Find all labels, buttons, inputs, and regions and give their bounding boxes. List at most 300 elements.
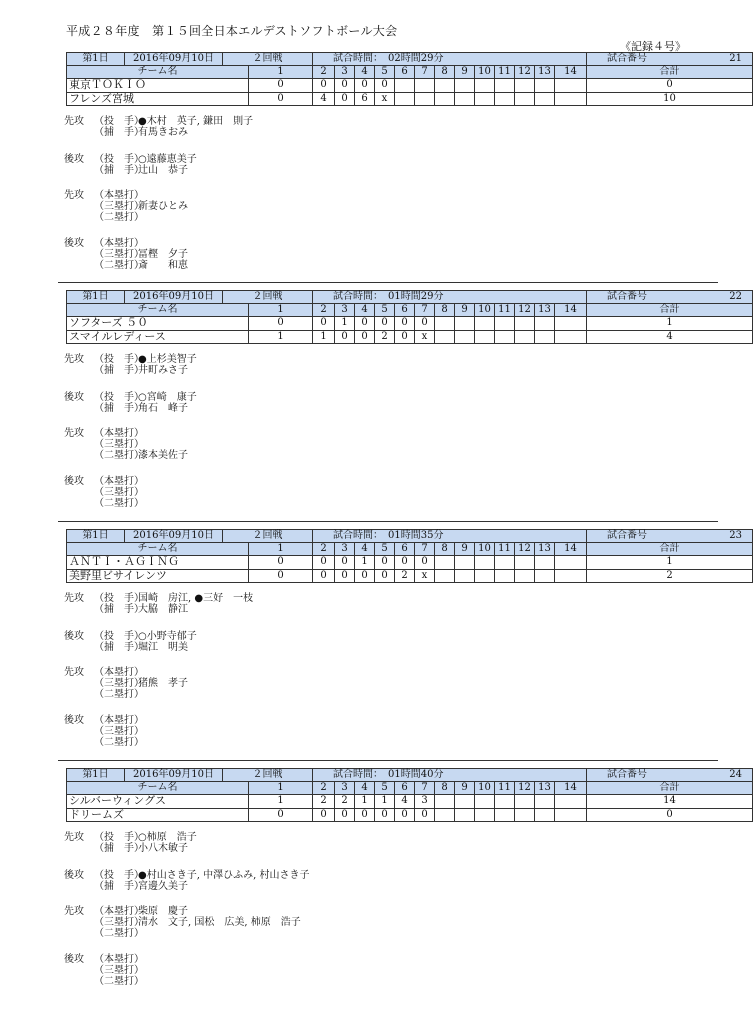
game-number: 24 — [729, 769, 743, 780]
inning-score — [515, 79, 535, 93]
position-label: （二塁打） — [94, 737, 144, 748]
batting-order-label — [64, 726, 94, 737]
batting-order-label: 先攻 — [64, 116, 84, 127]
inning-score: 0 — [249, 808, 313, 822]
inning-score — [495, 79, 515, 93]
game-number: 23 — [729, 530, 743, 541]
inning-score — [555, 808, 587, 822]
inning-score — [415, 92, 435, 106]
player-names: 辻山 恭子 — [138, 165, 188, 176]
inning-score — [555, 795, 587, 809]
position-label: （三塁打） — [94, 439, 144, 450]
inning-header: 4 — [355, 782, 375, 795]
player-section — [64, 238, 188, 271]
player-section — [64, 906, 301, 939]
inning-score: 6 — [355, 92, 375, 106]
inning-score — [435, 92, 455, 106]
inning-header: 12 — [515, 304, 535, 317]
separator-line — [58, 521, 718, 522]
player-section — [64, 190, 188, 223]
inning-score — [555, 92, 587, 106]
inning-score — [515, 317, 535, 331]
game-date: 2016年09月10日 — [125, 291, 223, 304]
inning-header: 8 — [435, 66, 455, 79]
inning-header: 8 — [435, 304, 455, 317]
team-header: チーム名 — [67, 782, 249, 795]
inning-score: 0 — [395, 317, 415, 331]
inning-score — [435, 569, 455, 583]
inning-header: 13 — [535, 543, 555, 556]
inning-score: 0 — [335, 92, 355, 106]
total-header: 合計 — [587, 782, 753, 795]
team-name: ソフターズ ５０ — [67, 317, 249, 331]
player-names: 小八木敏子 — [138, 843, 188, 854]
inning-score: 0 — [395, 808, 415, 822]
score-table — [66, 290, 753, 344]
inning-header: 13 — [535, 304, 555, 317]
player-names: ●村山さき子, 中澤ひふみ, 村山さき子 — [138, 870, 310, 881]
team-name: スマイルレディース — [67, 330, 249, 344]
inning-score — [535, 79, 555, 93]
batting-order-label — [64, 678, 94, 689]
inning-score — [435, 556, 455, 570]
inning-score: x — [415, 330, 435, 344]
game-time: 02時間29分 — [388, 53, 444, 64]
inning-score — [495, 808, 515, 822]
batting-order-label: 後攻 — [64, 392, 84, 403]
player-section — [64, 832, 197, 854]
position-label: （捕 手） — [94, 165, 144, 176]
total-score: 10 — [587, 92, 753, 106]
inning-header: 8 — [435, 782, 455, 795]
inning-score: 0 — [415, 317, 435, 331]
position-label: （三塁打） — [94, 487, 144, 498]
inning-header: 4 — [355, 543, 375, 556]
game-day: 第1日 — [67, 53, 125, 66]
inning-score — [475, 92, 495, 106]
player-names: 宮邊久美子 — [138, 881, 188, 892]
inning-score — [515, 795, 535, 809]
batting-order-label: 先攻 — [64, 190, 84, 201]
inning-header: 9 — [455, 543, 475, 556]
game-number: 22 — [729, 291, 743, 302]
batting-order-label: 後攻 — [64, 476, 84, 487]
inning-score — [535, 808, 555, 822]
inning-score: 0 — [375, 317, 395, 331]
inning-score: 0 — [313, 569, 335, 583]
inning-header: 5 — [375, 543, 395, 556]
inning-score — [455, 317, 475, 331]
inning-score: 0 — [335, 556, 355, 570]
player-section — [64, 428, 188, 461]
score-table — [66, 52, 753, 106]
position-label: （捕 手） — [94, 642, 144, 653]
inning-score — [435, 808, 455, 822]
player-section — [64, 154, 197, 176]
inning-score: 0 — [313, 79, 335, 93]
position-label: （捕 手） — [94, 127, 144, 138]
inning-score — [455, 808, 475, 822]
game-date: 2016年09月10日 — [125, 530, 223, 543]
inning-score — [435, 317, 455, 331]
inning-header: 10 — [475, 543, 495, 556]
position-label: （投 手） — [94, 116, 144, 127]
position-label: （捕 手） — [94, 365, 144, 376]
inning-score — [475, 795, 495, 809]
inning-score: x — [375, 92, 395, 106]
position-label: （二塁打） — [94, 928, 144, 939]
inning-header: 11 — [495, 66, 515, 79]
separator-line — [58, 760, 718, 761]
batting-order-label — [64, 965, 94, 976]
inning-score — [395, 92, 415, 106]
table-row — [67, 317, 753, 331]
inning-score: 1 — [249, 330, 313, 344]
player-section — [64, 116, 253, 138]
inning-header: 14 — [555, 782, 587, 795]
inning-score — [515, 92, 535, 106]
inning-header: 5 — [375, 782, 395, 795]
inning-score: 0 — [375, 569, 395, 583]
batting-order-label — [64, 365, 94, 376]
inning-score: 2 — [313, 795, 335, 809]
inning-score: 2 — [335, 795, 355, 809]
inning-score — [515, 556, 535, 570]
player-names: 漆本美佐子 — [138, 450, 188, 461]
inning-score — [475, 569, 495, 583]
table-row — [67, 569, 753, 583]
player-names: ○遠藤恵美子 — [138, 154, 197, 165]
inning-score: 1 — [313, 330, 335, 344]
batting-order-label: 先攻 — [64, 906, 84, 917]
time-label: 試合時間： — [333, 530, 378, 541]
inning-header: 1 — [249, 543, 313, 556]
inning-score — [535, 330, 555, 344]
inning-score: x — [415, 569, 435, 583]
position-label: （三塁打） — [94, 201, 144, 212]
batting-order-label: 先攻 — [64, 667, 84, 678]
batting-order-label: 先攻 — [64, 593, 84, 604]
batting-order-label — [64, 450, 94, 461]
batting-order-label — [64, 642, 94, 653]
game-number: 21 — [729, 53, 743, 64]
inning-score: 0 — [249, 79, 313, 93]
inning-header: 3 — [335, 543, 355, 556]
position-label: （三塁打） — [94, 965, 144, 976]
position-label: （三塁打） — [94, 917, 144, 928]
inning-header: 2 — [313, 304, 335, 317]
inning-score — [555, 330, 587, 344]
team-name: 美野里ビサイレンツ — [67, 569, 249, 583]
inning-score — [515, 330, 535, 344]
player-names: ●木村 英子, 鎌田 則子 — [138, 116, 254, 127]
batting-order-label — [64, 439, 94, 450]
inning-score — [415, 79, 435, 93]
table-row — [67, 808, 753, 822]
position-label: （三塁打） — [94, 726, 144, 737]
game-time: 01時間35分 — [388, 530, 444, 541]
player-names: ○柿原 浩子 — [138, 832, 197, 843]
team-name: フレンズ宮城 — [67, 92, 249, 106]
inning-score: 0 — [355, 317, 375, 331]
inning-score — [475, 808, 495, 822]
inning-score — [535, 795, 555, 809]
total-header: 合計 — [587, 543, 753, 556]
inning-header: 9 — [455, 304, 475, 317]
inning-score — [495, 317, 515, 331]
inning-score: 0 — [355, 330, 375, 344]
position-label: （投 手） — [94, 631, 144, 642]
inning-score: 0 — [249, 569, 313, 583]
inning-score — [475, 556, 495, 570]
player-section — [64, 631, 197, 653]
inning-score — [495, 795, 515, 809]
player-section — [64, 392, 197, 414]
inning-header: 14 — [555, 543, 587, 556]
inning-score: 2 — [375, 330, 395, 344]
position-label: （本塁打） — [94, 190, 144, 201]
game-round: ２回戦 — [223, 53, 313, 66]
batting-order-label — [64, 928, 94, 939]
inning-header: 9 — [455, 66, 475, 79]
batting-order-label — [64, 843, 94, 854]
team-name: 東京ＴＯＫＩＯ — [67, 79, 249, 93]
position-label: （二塁打） — [94, 976, 144, 987]
inning-header: 6 — [395, 782, 415, 795]
player-section — [64, 954, 144, 987]
inning-header: 11 — [495, 543, 515, 556]
batting-order-label — [64, 165, 94, 176]
inning-header: 3 — [335, 304, 355, 317]
inning-score: 0 — [415, 556, 435, 570]
position-label: （二塁打） — [94, 212, 144, 223]
total-score: 4 — [587, 330, 753, 344]
batting-order-label — [64, 212, 94, 223]
table-row — [67, 92, 753, 106]
player-section — [64, 354, 197, 376]
inning-score: 2 — [395, 569, 415, 583]
game-day: 第1日 — [67, 530, 125, 543]
total-header: 合計 — [587, 304, 753, 317]
player-section — [64, 593, 253, 615]
player-section — [64, 870, 309, 892]
game-date: 2016年09月10日 — [125, 769, 223, 782]
game-round: ２回戦 — [223, 530, 313, 543]
inning-score: 0 — [313, 556, 335, 570]
batting-order-label — [64, 127, 94, 138]
inning-header: 1 — [249, 66, 313, 79]
inning-header: 2 — [313, 66, 335, 79]
batting-order-label: 後攻 — [64, 238, 84, 249]
inning-score — [495, 556, 515, 570]
inning-score: 0 — [313, 317, 335, 331]
inning-score — [515, 808, 535, 822]
position-label: （捕 手） — [94, 881, 144, 892]
player-names: 新妻ひとみ — [138, 201, 188, 212]
team-header: チーム名 — [67, 543, 249, 556]
inning-score — [515, 569, 535, 583]
player-names: ●上杉美智子 — [138, 354, 197, 365]
inning-score — [455, 795, 475, 809]
inning-score — [475, 330, 495, 344]
batting-order-label — [64, 917, 94, 928]
inning-score — [395, 79, 415, 93]
position-label: （本塁打） — [94, 715, 144, 726]
position-label: （三塁打） — [94, 249, 144, 260]
team-name: ドリームズ — [67, 808, 249, 822]
inning-header: 7 — [415, 304, 435, 317]
inning-score — [535, 92, 555, 106]
player-section — [64, 715, 144, 748]
batting-order-label — [64, 498, 94, 509]
position-label: （投 手） — [94, 392, 144, 403]
table-row — [67, 795, 753, 809]
inning-score: 0 — [415, 808, 435, 822]
inning-score: 0 — [355, 79, 375, 93]
player-names: 国崎 房江, ●三好 一枝 — [138, 593, 254, 604]
player-names: 角石 峰子 — [138, 403, 188, 414]
team-name: シルバーウィングス — [67, 795, 249, 809]
player-names: 井町みさ子 — [138, 365, 188, 376]
inning-score: 4 — [313, 92, 335, 106]
batting-order-label — [64, 689, 94, 700]
inning-header: 7 — [415, 782, 435, 795]
inning-header: 13 — [535, 66, 555, 79]
batting-order-label: 後攻 — [64, 954, 84, 965]
player-names: 猪熊 孝子 — [138, 678, 188, 689]
score-table — [66, 529, 753, 583]
inning-score — [555, 79, 587, 93]
batting-order-label — [64, 737, 94, 748]
inning-score — [535, 556, 555, 570]
player-names: 有馬きおみ — [138, 127, 188, 138]
position-label: （三塁打） — [94, 678, 144, 689]
batting-order-label: 先攻 — [64, 832, 84, 843]
position-label: （捕 手） — [94, 843, 144, 854]
batting-order-label: 後攻 — [64, 631, 84, 642]
inning-header: 2 — [313, 782, 335, 795]
score-table — [66, 768, 753, 822]
inning-header: 10 — [475, 304, 495, 317]
player-section — [64, 476, 144, 509]
inning-header: 11 — [495, 782, 515, 795]
inning-header: 1 — [249, 782, 313, 795]
inning-header: 5 — [375, 304, 395, 317]
player-names: 斎 和恵 — [138, 260, 188, 271]
inning-score — [475, 79, 495, 93]
batting-order-label: 後攻 — [64, 715, 84, 726]
inning-score: 0 — [335, 330, 355, 344]
team-header: チーム名 — [67, 66, 249, 79]
inning-score: 3 — [415, 795, 435, 809]
inning-header: 9 — [455, 782, 475, 795]
player-names: 大脇 静江 — [138, 604, 188, 615]
inning-header: 3 — [335, 782, 355, 795]
inning-header: 8 — [435, 543, 455, 556]
inning-header: 14 — [555, 304, 587, 317]
total-score: 1 — [587, 317, 753, 331]
inning-score: 1 — [249, 795, 313, 809]
inning-score — [455, 556, 475, 570]
position-label: （二塁打） — [94, 498, 144, 509]
batting-order-label: 後攻 — [64, 870, 84, 881]
total-score: 1 — [587, 556, 753, 570]
inning-score — [495, 569, 515, 583]
inning-score: 0 — [313, 808, 335, 822]
inning-score — [435, 795, 455, 809]
total-header: 合計 — [587, 66, 753, 79]
position-label: （投 手） — [94, 354, 144, 365]
position-label: （投 手） — [94, 832, 144, 843]
batting-order-label — [64, 976, 94, 987]
inning-score: 1 — [335, 317, 355, 331]
table-row — [67, 330, 753, 344]
inning-score — [455, 79, 475, 93]
inning-score: 0 — [375, 79, 395, 93]
batting-order-label — [64, 881, 94, 892]
separator-line — [58, 282, 718, 283]
inning-header: 10 — [475, 782, 495, 795]
player-names: 柴原 慶子 — [138, 906, 188, 917]
inning-score — [495, 92, 515, 106]
inning-header: 11 — [495, 304, 515, 317]
inning-header: 2 — [313, 543, 335, 556]
position-label: （本塁打） — [94, 906, 144, 917]
inning-header: 10 — [475, 66, 495, 79]
game-time: 01時間40分 — [388, 769, 444, 780]
game-day: 第1日 — [67, 291, 125, 304]
inning-header: 13 — [535, 782, 555, 795]
team-name: ＡＮＴＩ・ＡＧＩＮＧ — [67, 556, 249, 570]
inning-score — [535, 569, 555, 583]
time-label: 試合時間： — [333, 769, 378, 780]
inning-score: 0 — [355, 569, 375, 583]
position-label: （捕 手） — [94, 403, 144, 414]
inning-header: 4 — [355, 304, 375, 317]
total-score: 14 — [587, 795, 753, 809]
inning-header: 3 — [335, 66, 355, 79]
inning-score: 0 — [335, 808, 355, 822]
inning-score — [495, 330, 515, 344]
inning-score — [435, 330, 455, 344]
inning-header: 7 — [415, 543, 435, 556]
player-names: ○小野寺郁子 — [138, 631, 197, 642]
inning-header: 14 — [555, 66, 587, 79]
batting-order-label — [64, 604, 94, 615]
inning-score: 0 — [335, 569, 355, 583]
game-day: 第1日 — [67, 769, 125, 782]
game-no-label: 試合番号 — [607, 530, 648, 541]
inning-score: 0 — [355, 808, 375, 822]
player-section — [64, 667, 188, 700]
inning-score: 1 — [375, 795, 395, 809]
inning-score: 0 — [335, 79, 355, 93]
position-label: （捕 手） — [94, 604, 144, 615]
inning-score: 0 — [249, 92, 313, 106]
position-label: （二塁打） — [94, 260, 144, 271]
inning-header: 12 — [515, 66, 535, 79]
batting-order-label: 先攻 — [64, 428, 84, 439]
position-label: （本塁打） — [94, 667, 144, 678]
position-label: （本塁打） — [94, 428, 144, 439]
inning-score: 1 — [355, 795, 375, 809]
total-score: 0 — [587, 808, 753, 822]
inning-header: 12 — [515, 543, 535, 556]
position-label: （投 手） — [94, 870, 144, 881]
time-label: 試合時間： — [333, 291, 378, 302]
game-no-label: 試合番号 — [607, 291, 648, 302]
total-score: 2 — [587, 569, 753, 583]
